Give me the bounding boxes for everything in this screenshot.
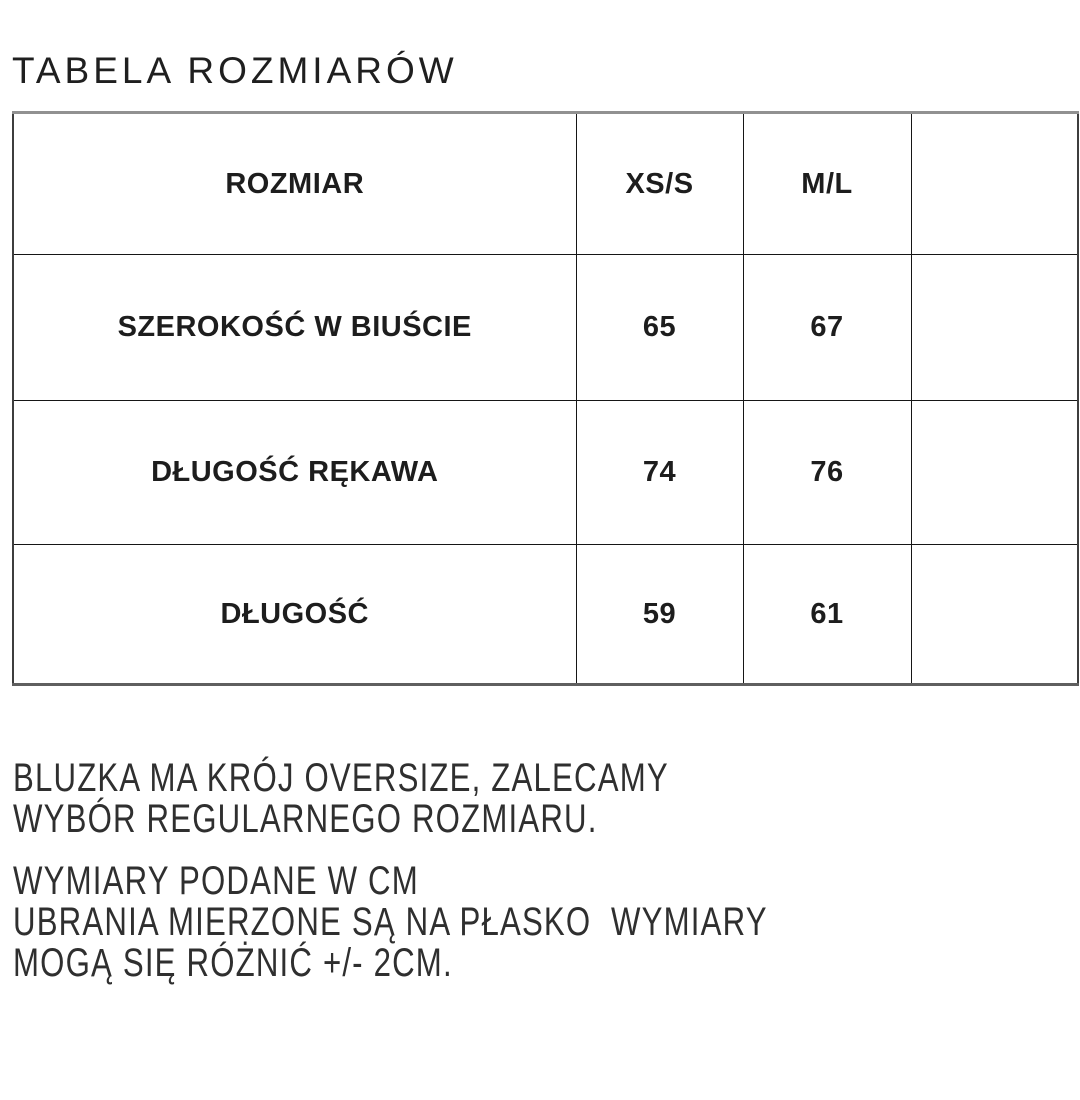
cell-length-empty — [911, 545, 1078, 685]
cell-sleeve-xs-s: 74 — [576, 401, 743, 545]
table-header-row — [13, 113, 1078, 255]
row-label-length: DŁUGOŚĆ — [13, 545, 576, 685]
cell-sleeve-m-l: 76 — [743, 401, 911, 545]
cell-bust-xs-s: 65 — [576, 255, 743, 401]
row-label-bust-width: SZEROKOŚĆ W BIUŚCIE — [13, 255, 576, 401]
note-line: WYMIARY PODANE W CM — [13, 859, 419, 903]
size-table — [12, 111, 1079, 686]
cell-length-m-l: 61 — [743, 545, 911, 685]
cell-bust-m-l: 67 — [743, 255, 911, 401]
row-label-sleeve-length: DŁUGOŚĆ RĘKAWA — [13, 401, 576, 545]
header-cell-xs-s: XS/S — [576, 113, 743, 255]
note-line: WYBÓR REGULARNEGO ROZMIARU. — [13, 797, 598, 841]
page-title: TABELA ROZMIARÓW — [12, 50, 458, 91]
note-line: BLUZKA MA KRÓJ OVERSIZE, ZALECAMY — [13, 756, 669, 800]
table-row-bust-width — [13, 255, 1078, 401]
header-cell-m-l: M/L — [743, 113, 911, 255]
header-cell-empty — [911, 113, 1078, 255]
note-oversize-fit — [13, 758, 793, 840]
table-row-length — [13, 545, 1078, 685]
note-line: UBRANIA MIERZONE SĄ NA PŁASKO WYMIARY — [13, 900, 768, 944]
cell-length-xs-s: 59 — [576, 545, 743, 685]
cell-sleeve-empty — [911, 401, 1078, 545]
note-line: MOGĄ SIĘ RÓŻNIĆ +/- 2CM. — [13, 941, 453, 985]
header-cell-rozmiar: ROZMIAR — [13, 113, 576, 255]
table-row-sleeve-length — [13, 401, 1078, 545]
note-measurement-info — [13, 861, 793, 984]
cell-bust-empty — [911, 255, 1078, 401]
notes — [13, 758, 793, 984]
